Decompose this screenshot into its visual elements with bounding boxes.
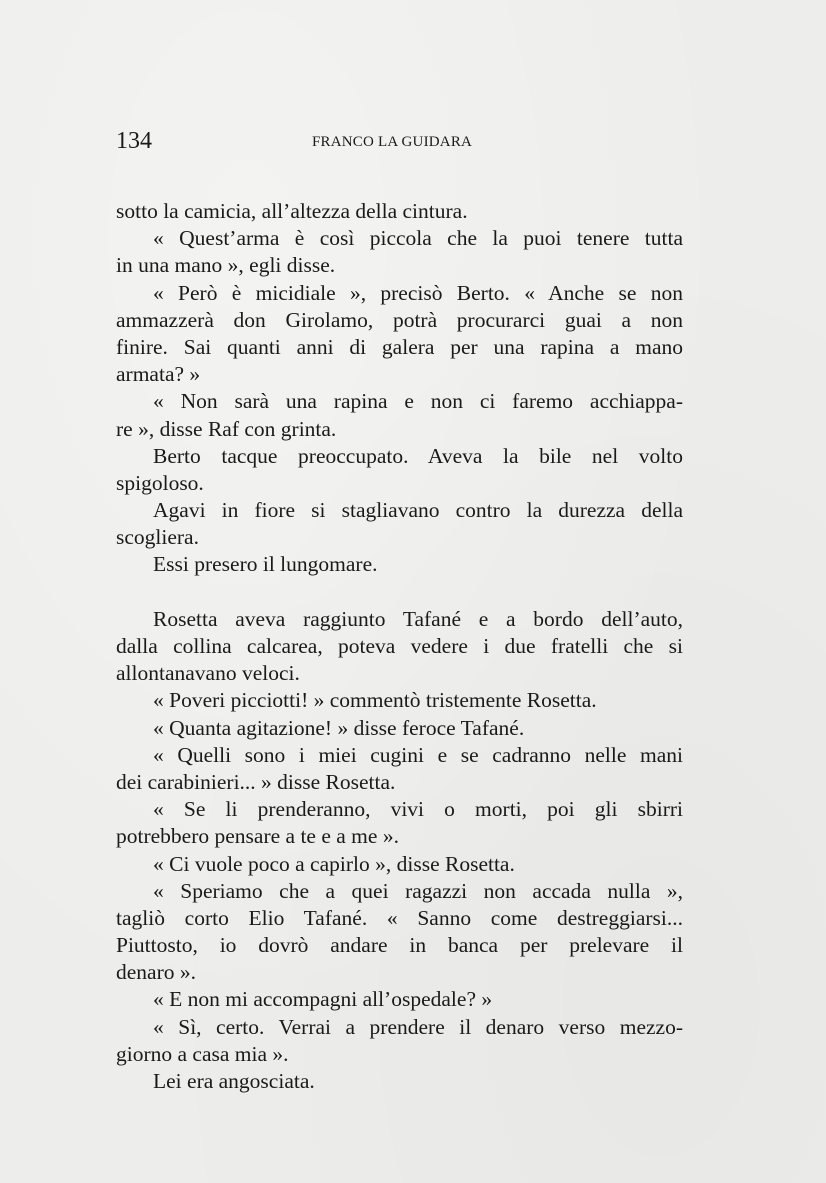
text-line: « Sì, certo. Verrai a prendere il denaro verso mezzo- [153,1014,683,1039]
text-line: dei carabinieri... » disse Rosetta. [116,769,396,794]
text-line: re », disse Raf con grinta. [116,416,337,441]
text-line: ammazzerà don Girolamo, potrà procurarci guai a non [116,307,683,332]
text-line: denaro ». [116,960,196,985]
text-line: « Ci vuole poco a capirlo », disse Rosetta. [153,851,515,876]
text-line: tagliò corto Elio Tafané. « Sanno come destreggiarsi... [116,905,683,930]
text-line: in una mano », egli disse. [116,253,336,278]
text-line: Rosetta aveva raggiunto Tafané e a bordo dell’auto, [153,606,683,631]
text-line: allontanavano veloci. [116,661,300,686]
text-line: « Quest’arma è così piccola che la puoi tenere tutta [153,226,683,251]
text-line: Essi presero il lungomare. [153,552,378,577]
text-line: dalla collina calcarea, poteva vedere i due fratelli che si [116,634,683,658]
text-line: « Se li prenderanno, vivi o morti, poi gli sbirri [153,797,683,822]
running-head: FRANCO LA GUIDARA [312,134,473,150]
page-number: 134 [116,128,152,154]
text-line: Berto tacque preoccupato. Aveva la bile nel volto [153,443,683,468]
page-header [116,126,686,156]
text-line: « Non sarà una rapina e non ci faremo acchiappa- [153,389,683,414]
text-line: Agavi in fiore si stagliavano contro la durezza della [153,498,683,523]
body-text [116,198,683,1095]
text-line: Piuttosto, io dovrò andare in banca per prelevare il [116,933,683,958]
text-line: potrebbero pensare a te e a me ». [116,824,399,849]
text-line: spigoloso. [116,470,204,495]
text-line: scogliera. [116,525,199,550]
paragraph-gap [116,579,683,606]
text-line: « Speriamo che a quei ragazzi non accada nulla », [153,878,683,903]
text-line: « Però è micidiale », precisò Berto. « Anche se non [153,280,683,305]
text-line: « Quelli sono i miei cugini e se cadranno nelle mani [153,742,683,767]
text-line: sotto la camicia, all’altezza della cintura. [116,199,468,223]
text-line: « Poveri picciotti! » commentò tristemente Rosetta. [153,688,597,713]
text-line: « E non mi accompagni all’ospedale? » [153,987,493,1012]
text-line: finire. Sai quanti anni di galera per una rapina a mano [116,334,683,359]
text-line: « Quanta agitazione! » disse feroce Tafané. [153,715,525,740]
text-line: Lei era angosciata. [153,1069,315,1093]
text-line: armata? » [116,362,201,387]
text-line: giorno a casa mia ». [116,1041,289,1066]
